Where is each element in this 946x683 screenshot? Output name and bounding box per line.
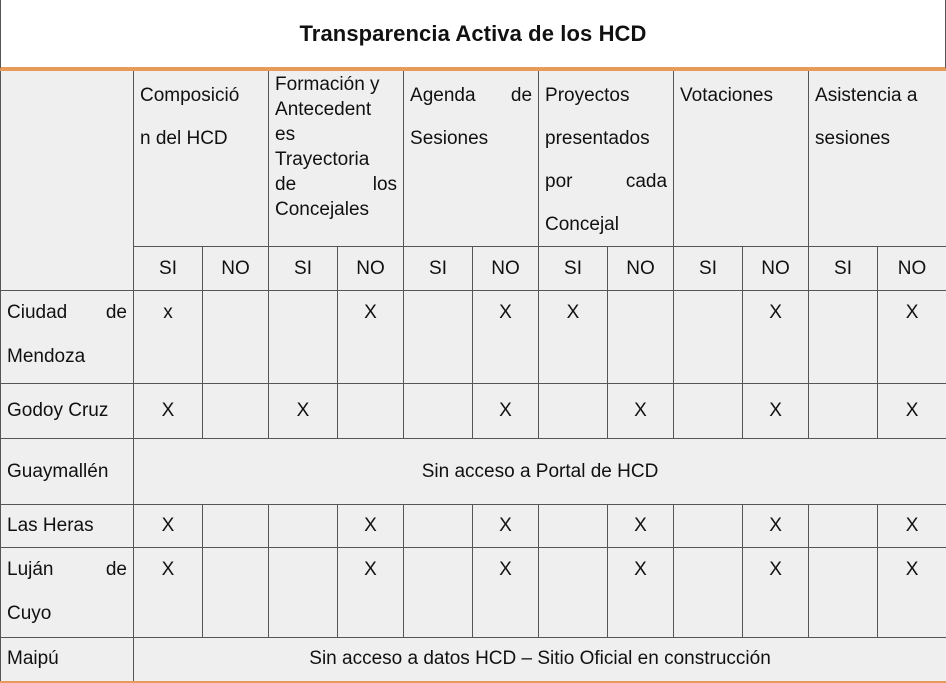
table-cell [674, 505, 743, 548]
header-proyectos [539, 70, 674, 247]
header-row-categories [1, 70, 946, 247]
header-no: NO [743, 247, 809, 291]
table-row [1, 439, 946, 505]
header-asistencia [809, 70, 946, 247]
header-composicion [134, 70, 269, 247]
header-line: Formación y [275, 72, 397, 97]
table-cell [809, 291, 878, 384]
header-line: por cada [545, 160, 667, 203]
municipality-name: Guaymallén [1, 439, 134, 505]
table-cell [539, 548, 608, 638]
table-cell [539, 384, 608, 439]
header-votaciones [674, 70, 809, 247]
table-cell: X [338, 505, 404, 548]
header-si: SI [539, 247, 608, 291]
header-row-si-no [1, 247, 946, 291]
table-cell: X [608, 548, 674, 638]
table-cell [608, 291, 674, 384]
table-cell: X [134, 548, 203, 638]
table-cell [674, 291, 743, 384]
header-no: NO [878, 247, 946, 291]
header-line: presentados [545, 117, 667, 160]
table-cell [203, 505, 269, 548]
table-cell [203, 291, 269, 384]
municipality-name: Godoy Cruz [1, 384, 134, 439]
table-cell: X [743, 548, 809, 638]
table-cell [203, 548, 269, 638]
name-line: Mendoza [7, 335, 127, 379]
header-line: Composició [140, 74, 262, 117]
header-si: SI [134, 247, 203, 291]
header-formacion [269, 70, 404, 247]
name-line: Luján de [7, 548, 127, 592]
table-cell [809, 548, 878, 638]
table-cell [539, 505, 608, 548]
table-cell: X [134, 384, 203, 439]
table-cell [404, 505, 473, 548]
municipality-name [1, 548, 134, 638]
table-cell [338, 384, 404, 439]
name-line: Ciudad de [7, 291, 127, 335]
table-cell: X [539, 291, 608, 384]
name-line: Cuyo [7, 592, 127, 636]
municipality-name [1, 291, 134, 384]
municipality-name: Maipú [1, 638, 134, 682]
header-line: Concejales [275, 197, 397, 222]
header-agenda [404, 70, 539, 247]
header-no: NO [203, 247, 269, 291]
table-row [1, 384, 946, 439]
header-si: SI [809, 247, 878, 291]
table-cell: X [743, 384, 809, 439]
table-row [1, 548, 946, 638]
header-line: Votaciones [680, 74, 802, 117]
row-note: Sin acceso a Portal de HCD [134, 439, 946, 505]
header-empty-corner [1, 70, 134, 291]
table-cell [674, 384, 743, 439]
title-bar [0, 0, 946, 69]
header-line: sesiones [815, 117, 940, 160]
header-line: n del HCD [140, 117, 262, 160]
transparency-table [0, 69, 946, 683]
table-cell: x [134, 291, 203, 384]
table-cell: X [473, 384, 539, 439]
header-line: Antecedent [275, 97, 397, 122]
table-cell: X [338, 548, 404, 638]
table-cell [404, 384, 473, 439]
table-cell [203, 384, 269, 439]
header-line: Proyectos [545, 74, 667, 117]
table-cell: X [743, 505, 809, 548]
header-no: NO [608, 247, 674, 291]
table-cell: X [473, 548, 539, 638]
municipality-name: Las Heras [1, 505, 134, 548]
table-cell [269, 548, 338, 638]
table-cell: X [608, 505, 674, 548]
header-line: Trayectoria [275, 147, 397, 172]
header-si: SI [269, 247, 338, 291]
header-si: SI [404, 247, 473, 291]
table-cell: X [878, 384, 946, 439]
table-cell: X [134, 505, 203, 548]
table-cell: X [878, 548, 946, 638]
table-cell [809, 505, 878, 548]
header-line: Concejal [545, 203, 667, 246]
table-cell [674, 548, 743, 638]
table-cell: X [743, 291, 809, 384]
table-title: Transparencia Activa de los HCD [299, 21, 646, 47]
table-cell [404, 291, 473, 384]
header-line: de los [275, 172, 397, 197]
table-row [1, 291, 946, 384]
table-cell [269, 505, 338, 548]
table-cell: X [878, 505, 946, 548]
header-line: Sesiones [410, 117, 532, 160]
table-cell: X [878, 291, 946, 384]
header-si: SI [674, 247, 743, 291]
table-cell [404, 548, 473, 638]
table-cell [809, 384, 878, 439]
header-no: NO [338, 247, 404, 291]
header-line: Agenda de [410, 74, 532, 117]
row-note: Sin acceso a datos HCD – Sitio Oficial en construcción [134, 638, 946, 682]
table-cell: X [473, 505, 539, 548]
table-cell: X [473, 291, 539, 384]
header-line: es [275, 122, 397, 147]
table-cell [269, 291, 338, 384]
table-row [1, 505, 946, 548]
table-cell: X [269, 384, 338, 439]
table-row [1, 638, 946, 682]
header-no: NO [473, 247, 539, 291]
table-cell: X [338, 291, 404, 384]
header-line: Asistencia a [815, 74, 940, 117]
table-cell: X [608, 384, 674, 439]
